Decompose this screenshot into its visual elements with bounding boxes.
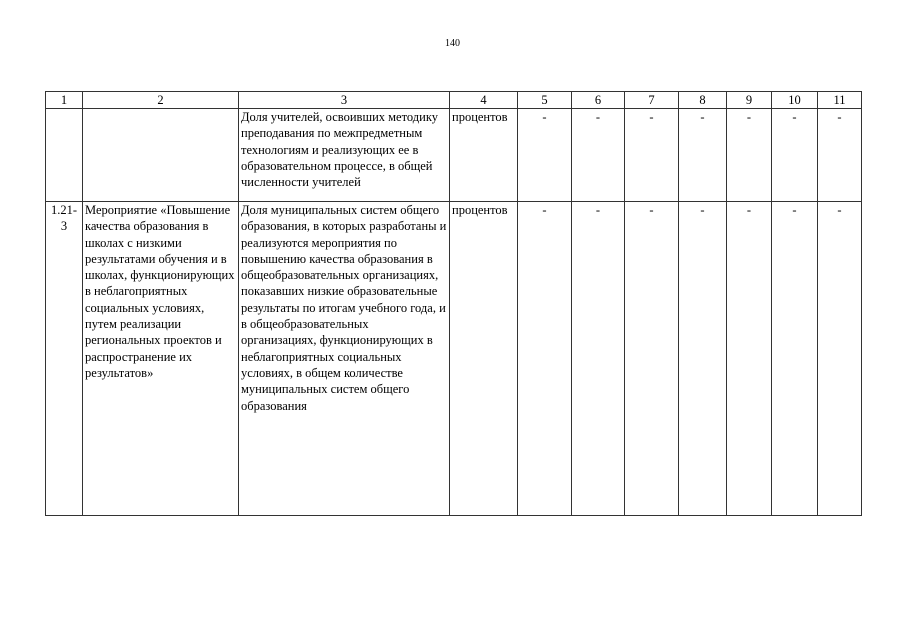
value-cell: - (679, 109, 727, 202)
row-number-cell (46, 109, 83, 202)
unit-cell: процентов (450, 109, 518, 202)
row-number-cell: 1.21-3 (46, 202, 83, 516)
value-cell: - (772, 202, 818, 516)
value-cell: - (727, 202, 772, 516)
value-cell: - (518, 202, 572, 516)
column-header: 6 (572, 92, 625, 109)
unit-cell: процентов (450, 202, 518, 516)
value-cell: - (818, 202, 862, 516)
value-cell: - (518, 109, 572, 202)
event-cell (83, 109, 239, 202)
value-cell: - (625, 109, 679, 202)
value-cell: - (679, 202, 727, 516)
column-header: 10 (772, 92, 818, 109)
indicator-cell: Доля учителей, освоивших методику преподавания по межпредметным технологиям и реализующих ее в образовательном процессе, в общей численности учителей (239, 109, 450, 202)
event-cell: Мероприятие «Повышение качества образования в школах с низкими результатами обучения и в школах, функционирующих в неблагоприятных социальных условиях, путем реализации региональных проектов и распространение их результатов» (83, 202, 239, 516)
value-cell: - (727, 109, 772, 202)
value-cell: - (572, 109, 625, 202)
column-header: 5 (518, 92, 572, 109)
value-cell: - (572, 202, 625, 516)
column-header: 2 (83, 92, 239, 109)
page-number: 140 (445, 38, 460, 49)
column-header: 3 (239, 92, 450, 109)
value-cell: - (625, 202, 679, 516)
indicator-cell: Доля муниципальных систем общего образования, в которых разработаны и реализуются мероприятия по повышению качества образования в общеобразовательных организациях, показавших низкие образовательные результаты по итогам учебного года, и в общеобразовательных организациях, функционирующих в неблагоприятных социальных условиях, в общем количестве муниципальных систем общего образования (239, 202, 450, 516)
value-cell: - (772, 109, 818, 202)
column-header: 8 (679, 92, 727, 109)
column-header: 7 (625, 92, 679, 109)
column-header: 9 (727, 92, 772, 109)
column-header: 1 (46, 92, 83, 109)
table-row (46, 109, 862, 202)
indicators-table (45, 91, 862, 516)
column-header: 4 (450, 92, 518, 109)
table-header-row (46, 92, 862, 109)
value-cell: - (818, 109, 862, 202)
table-row (46, 202, 862, 516)
column-header: 11 (818, 92, 862, 109)
